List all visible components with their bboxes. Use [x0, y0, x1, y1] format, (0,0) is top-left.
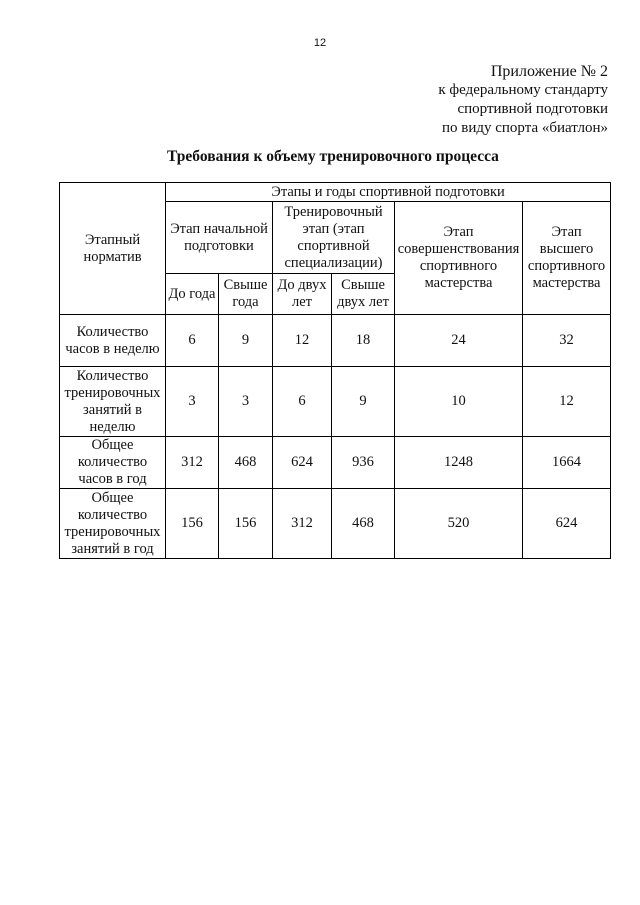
table-cell: 312: [166, 437, 219, 489]
table-cell: 6: [166, 315, 219, 367]
table-row: [60, 315, 611, 367]
table-cell: 3: [219, 367, 273, 437]
appendix-line-2: к федеральному стандарту: [438, 82, 608, 98]
stage-training-header: Тренировочный этап (этап спортивной специализации): [273, 202, 395, 274]
year-initial-1: До года: [166, 274, 219, 315]
table-cell: 9: [219, 315, 273, 367]
stage-improvement-header: Этап совершенствования спортивного мастерства: [395, 202, 523, 315]
table-cell: 12: [273, 315, 332, 367]
requirements-table: [59, 182, 611, 559]
table-row: [60, 437, 611, 489]
table-cell: 624: [273, 437, 332, 489]
table-cell: 1664: [523, 437, 611, 489]
document-title: Требования к объему тренировочного процесса: [167, 148, 499, 165]
table-cell: 936: [332, 437, 395, 489]
appendix-header: [438, 62, 608, 138]
table-cell: 6: [273, 367, 332, 437]
table-row: [60, 367, 611, 437]
page-number: 12: [313, 37, 327, 49]
table-cell: 520: [395, 489, 523, 559]
year-training-1: До двух лет: [273, 274, 332, 315]
table-cell: 10: [395, 367, 523, 437]
table-cell: 156: [166, 489, 219, 559]
table-cell: 32: [523, 315, 611, 367]
table-cell: 12: [523, 367, 611, 437]
year-initial-2: Свыше года: [219, 274, 273, 315]
table-cell: 156: [219, 489, 273, 559]
metric-header: Этапный норматив: [60, 183, 166, 315]
row-label: Общее количество часов в год: [60, 437, 166, 489]
table-cell: 24: [395, 315, 523, 367]
row-label: Общее количество тренировочных занятий в год: [60, 489, 166, 559]
appendix-line-4: по виду спорта «биатлон»: [441, 120, 608, 136]
row-label: Количество часов в неделю: [60, 315, 166, 367]
table-cell: 468: [332, 489, 395, 559]
stage-initial-header: Этап начальной подготовки: [166, 202, 273, 274]
table-cell: 9: [332, 367, 395, 437]
table-cell: 624: [523, 489, 611, 559]
table-row: [60, 489, 611, 559]
table-cell: 312: [273, 489, 332, 559]
row-label: Количество тренировочных занятий в неделю: [60, 367, 166, 437]
table-cell: 468: [219, 437, 273, 489]
year-training-2: Свыше двух лет: [332, 274, 395, 315]
stages-group-header: Этапы и годы спортивной подготовки: [166, 183, 611, 202]
table-cell: 3: [166, 367, 219, 437]
table-cell: 1248: [395, 437, 523, 489]
appendix-line-1: Приложение № 2: [490, 63, 608, 80]
table-cell: 18: [332, 315, 395, 367]
appendix-line-3: спортивной подготовки: [457, 101, 608, 117]
stage-highest-header: Этап высшего спортивного мастерства: [523, 202, 611, 315]
